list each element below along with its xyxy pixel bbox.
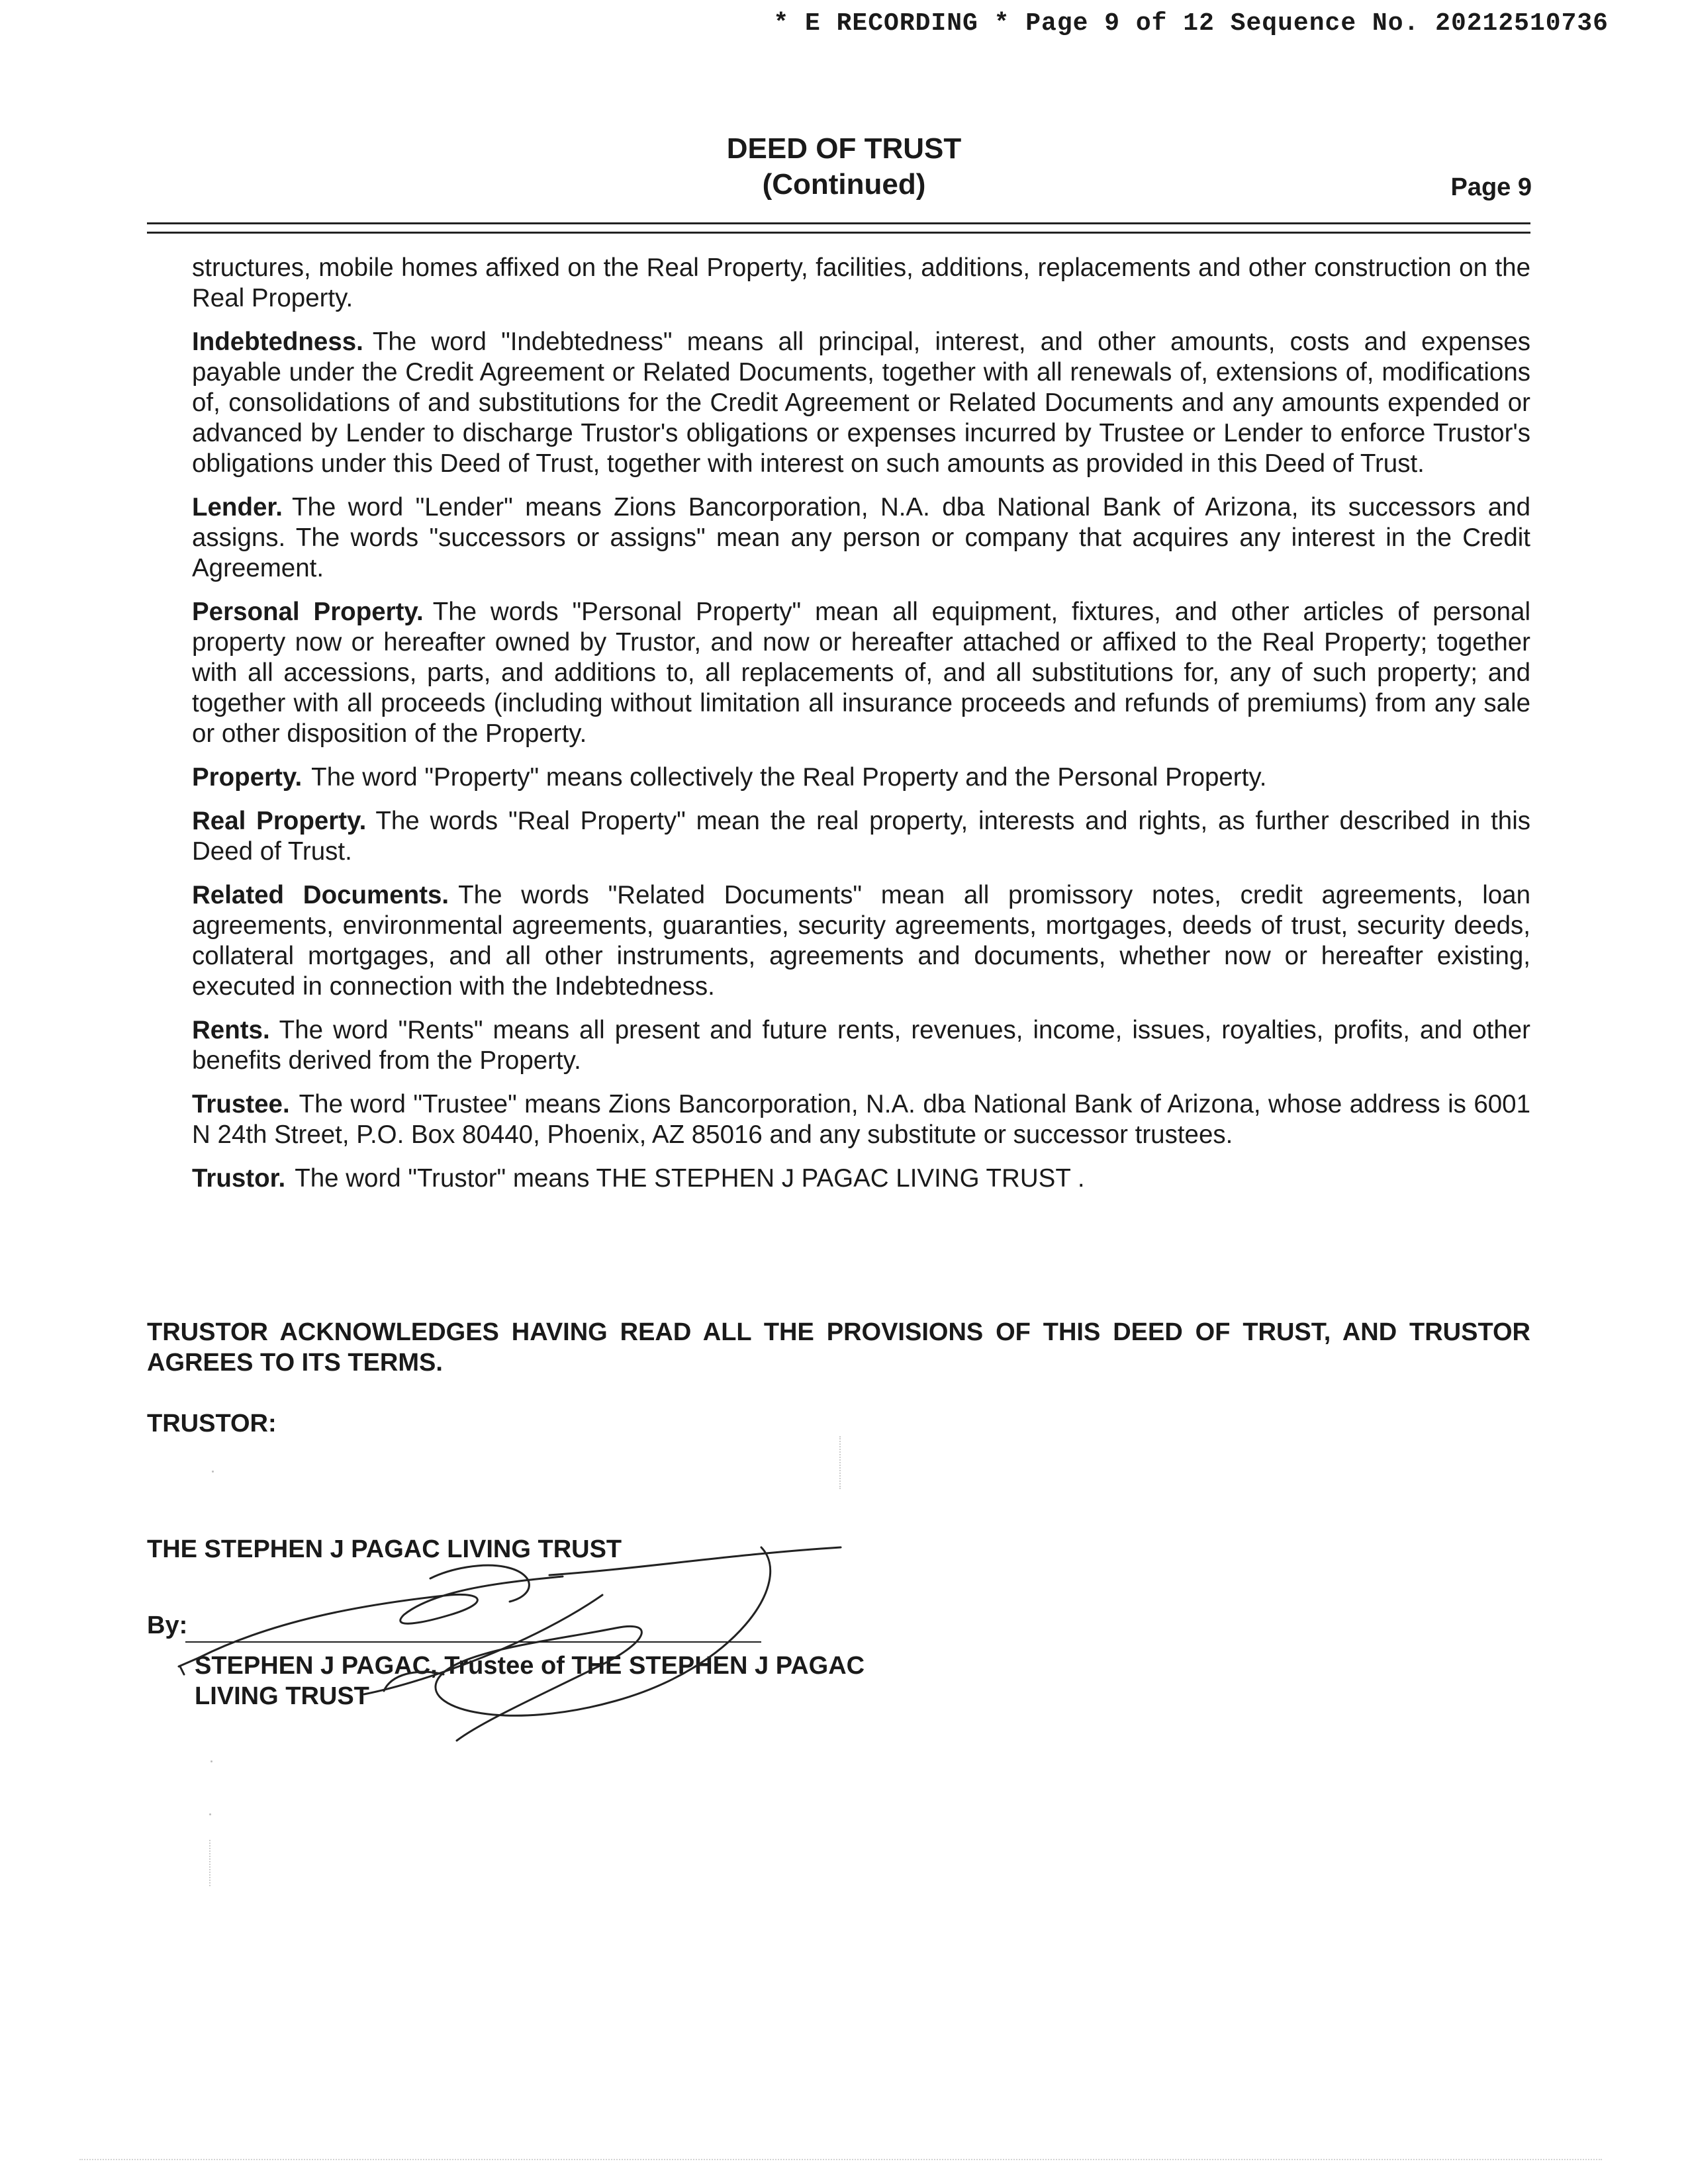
handwritten-signature <box>139 1542 867 1754</box>
definitions-body <box>192 253 1530 1207</box>
definition-real-property <box>192 806 1530 867</box>
definition-term: Lender. <box>192 493 283 522</box>
definition-text: The word "Trustee" means Zions Bancorporation, N.A. dba National Bank of Arizona, whose address is 6001 N 24th Street, P.O. Box 80440, Phoenix, AZ 85016 and any substitute or successor trustees. <box>192 1090 1530 1149</box>
definition-text: The word "Rents" means all present and future rents, revenues, income, issues, royalties, profits, and other benefits derived from the Property. <box>192 1016 1530 1075</box>
definition-term: Indebtedness. <box>192 328 363 356</box>
definition-text: The word "Indebtedness" means all principal, interest, and other amounts, costs and expenses payable under the Credit Agreement or Related Documents, together with all renewals of, extensions of, modifications of, consolidations of and substitutions for the Credit Agreement or Related Documents and any amounts expended or advanced by Lender to discharge Trustor's obligations or expenses incurred by Trustee or Lender to enforce Trustor's obligations under this Deed of Trust, together with interest on such amounts as provided in this Deed of Trust. <box>192 328 1530 478</box>
title-line-1: DEED OF TRUST <box>726 132 962 165</box>
scan-artifact <box>209 1840 212 1886</box>
definition-text: The word "Trustor" means THE STEPHEN J PAGAC LIVING TRUST . <box>295 1164 1085 1193</box>
definition-text: The words "Real Property" mean the real property, interests and rights, as further described in this Deed of Trust. <box>192 807 1530 866</box>
document-title <box>0 131 1688 203</box>
definition-term: Related Documents. <box>192 881 449 909</box>
signature-stroke <box>179 1658 199 1674</box>
signer-line-1: STEPHEN J PAGAC, Trustee of THE STEPHEN J PAGAC <box>195 1652 865 1680</box>
definition-text: The word "Lender" means Zions Bancorporation, N.A. dba National Bank of Arizona, its successors and assigns. The words "successors or assigns" mean any person or company that acquires any interest in the Credit Agreement. <box>192 493 1530 582</box>
signature-stroke <box>364 1595 602 1694</box>
definition-lender <box>192 492 1530 584</box>
scan-speck <box>211 1760 212 1762</box>
definition-text: The word "Property" means collectively the Real Property and the Personal Property. <box>311 763 1267 792</box>
signature-stroke <box>436 1547 771 1741</box>
definition-term: Rents. <box>192 1016 270 1044</box>
scan-edge <box>79 2159 1602 2160</box>
definition-term: Property. <box>192 763 303 792</box>
signer-line-2: LIVING TRUST <box>195 1682 369 1710</box>
scan-speck <box>212 1471 214 1473</box>
trustor-label: TRUSTOR: <box>147 1410 277 1437</box>
continuation-paragraph: structures, mobile homes affixed on the Real Property, facilities, additions, replacements and other construction on the Real Property. <box>192 253 1530 312</box>
definition-text: The words "Personal Property" mean all equipment, fixtures, and other articles of personal property now or hereafter owned by Trustor, and now or hereafter attached or affixed to the Real Property; together with all accessions, parts, and additions to, all replacements of, and all substitutions for, any of such property; and together with all proceeds (including without limitation all insurance proceeds and refunds of premiums) from any sale or other disposition of the Property. <box>192 598 1530 748</box>
definition-term: Personal Property. <box>192 598 424 626</box>
scan-artifact <box>839 1436 842 1489</box>
acknowledgement-statement: TRUSTOR ACKNOWLEDGES HAVING READ ALL THE PROVISIONS OF THIS DEED OF TRUST, AND TRUSTOR AGREES TO ITS TERMS. <box>147 1318 1530 1377</box>
definition-indebtedness <box>192 327 1530 479</box>
by-label: By: <box>147 1612 188 1639</box>
definition-term: Real Property. <box>192 807 367 835</box>
definition-trustor <box>192 1163 1530 1194</box>
definition-related-documents <box>192 880 1530 1002</box>
signature-stroke <box>549 1547 841 1575</box>
scan-speck <box>209 1813 211 1815</box>
title-line-2: (Continued) <box>762 168 926 201</box>
definition-text: The words "Related Documents" mean all promissory notes, credit agreements, loan agreements, environmental agreements, guaranties, security agreements, mortgages, deeds of trust, security deeds, collateral mortgages, and all other instruments, agreements and documents, whether now or hereafter existing, executed in connection with the Indebtedness. <box>192 881 1530 1001</box>
header-rule-top <box>147 222 1530 224</box>
definition-term: Trustee. <box>192 1090 290 1118</box>
page-number: Page 9 <box>1450 173 1532 201</box>
header-rule-bottom <box>147 232 1530 234</box>
definition-trustee <box>192 1089 1530 1150</box>
definition-property <box>192 762 1530 793</box>
definition-rents <box>192 1015 1530 1076</box>
definition-personal-property <box>192 597 1530 749</box>
trust-name: THE STEPHEN J PAGAC LIVING TRUST <box>147 1535 622 1563</box>
definition-term: Trustor. <box>192 1164 286 1193</box>
recording-header: * E RECORDING * Page 9 of 12 Sequence No. 20212510736 <box>773 9 1609 38</box>
